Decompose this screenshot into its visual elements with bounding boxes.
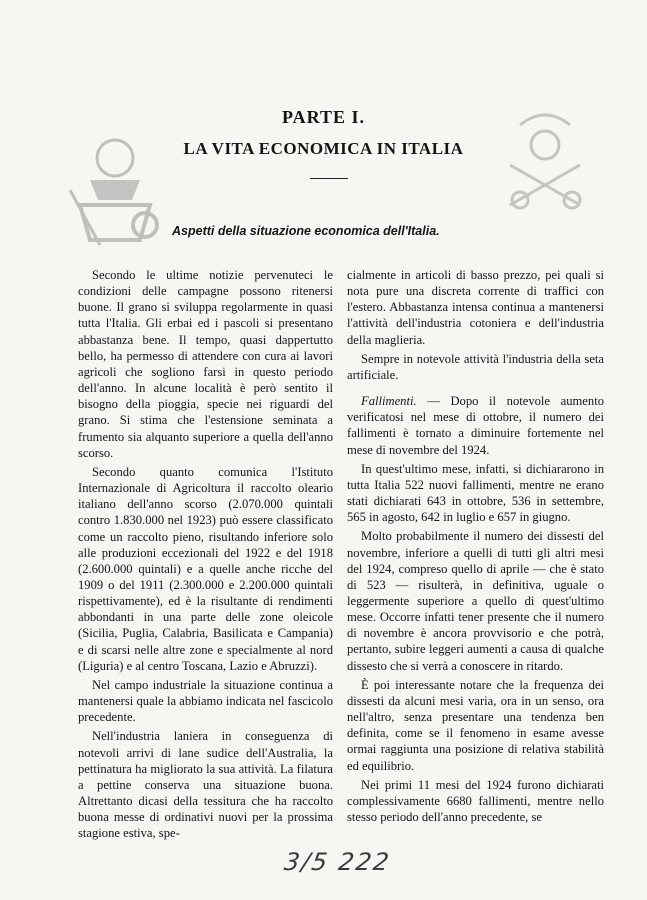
paragraph: Secondo le ultime notizie pervenuteci le condizioni delle campagne possono ritenersi buone. Il grano si sviluppa regolarmente in quasi tutta l'Italia. Gli erbai ed i pascoli si presentano abbastanza bene. Il tempo, quasi dappertutto bello, ha permesso di attendere con cura ai lavori agricoli che sogliono farsi in questo periodo dell'anno. In alcune località è però sentito il bisogno della pioggia, specie nei riguardi del grano. Si stima che l'estensione seminata a frumento sia alquanto superiore a quella dell'anno scorso. — [78, 268, 333, 460]
paragraph: È poi interessante notare che la frequenza dei dissesti da alcuni mesi varia, ora in un senso, ora nell'altro, senza presentare una tendenza ben definita, come se il fenomeno in esame avesse ormai raggiunta una posizione di relativa stabilità ed equilibrio. — [347, 677, 604, 773]
paragraph: Nei primi 11 mesi del 1924 furono dichiarati complessivamente 6680 fallimenti, mentre nello stesso periodo dell'anno precedente, se — [347, 777, 604, 824]
paragraph: Nel campo industriale la situazione continua a mantenersi quale la abbiamo indicata nel fascicolo precedente. — [78, 677, 333, 725]
handwritten-shelfmark: 3/5 222 — [282, 848, 393, 876]
paragraph: In quest'ultimo mese, infatti, si dichiararono in tutta Italia 522 nuovi fallimenti, mentre ne erano stati dichiarati 643 in ottobre, 536 in settembre, 565 in agosto, 642 in luglio e 657 in giugno. — [347, 461, 604, 525]
page-title: LA VITA ECONOMICA IN ITALIA — [183, 139, 464, 158]
part-title: PARTE I. — [281, 107, 366, 127]
paragraph: cialmente in articoli di basso prezzo, pei quali si nota pure una discreta corrente di traffici con l'estero. Abbastanza intensa continua a mantenersi l'attività dell'industria cotoniera e dell'industria della maglieria. — [347, 268, 604, 347]
paragraph-fallimenti — [347, 393, 604, 458]
runin-heading: Fallimenti. — [361, 394, 417, 409]
text-column-left — [78, 267, 333, 841]
paragraph: Nell'industria laniera in conseguenza di notevoli arrivi di lane sudice dell'Australia, la pettinatura ha migliorato la sua attività. La filatura a pettine conserva una situazione buona. Altrettanto dicasi della tessitura che ha raccolto buona messe di ordinativi nuovi per la prossima stagione estiva, spe- — [78, 729, 333, 841]
paragraph: Secondo quanto comunica l'Istituto Internazionale di Agricoltura il raccolto oleario italiano dell'anno scorso (2.070.000 quintali contro 1.830.000 nel 1923) può essere classificato come un raccolto pieno, risultando inferiore solo alle produzioni eccezionali del 1922 e del 1918 (2.600.000 quintali) e a quelle anche ricche del 1909 o del 1911 (2.300.000 e 2.200.000 quintali rispettivamente), ed è la risultante di rendimenti abbondanti in una parte delle zone oleicole (Sicilia, Puglia, Calabria, Basilicata e Campania) e di scarsi nelle altre zone e specialmente al nord (Liguria) e al centro Toscana, Lazio e Abruzzi). — [78, 464, 333, 673]
section-heading: Aspetti della situazione economica dell'Italia. — [172, 224, 440, 238]
paragraph: Sempre in notevole attività l'industria della seta artificiale. — [347, 351, 604, 382]
paragraph: Molto probabilmente il numero dei dissesti del novembre, inferiore a quelli di tutti gli altri mesi del 1924, compreso quello di aprile — che è stato di 523 — risulterà, in definitiva, uguale o leggermente superiore a quello di quest'ultimo mese. Occorre infatti tener presente che il numero di novembre è ancora provvisorio e che potrà, pertanto, subire leggeri aumenti a causa di qualche dissesto che si verrà a conoscere in ritardo. — [347, 529, 604, 673]
paragraph-text: — Dopo il notevole aumento verificatosi nel mese di ottobre, il numero dei fallimenti è tornato a diminuire fortemente nel mese di novembre del 1924. — [347, 394, 604, 457]
text-column-right — [347, 267, 604, 825]
title-divider — [310, 178, 348, 179]
